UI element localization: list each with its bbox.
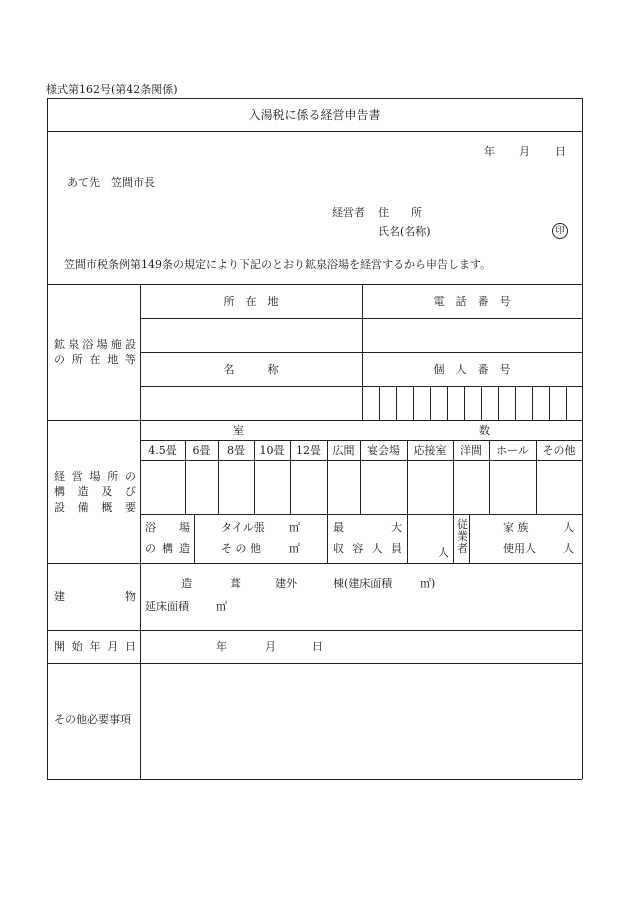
structure-label-line3: 設 備 概 要: [54, 500, 136, 514]
room-hiroma: 広間: [332, 444, 355, 457]
other-label: そ の 他: [221, 542, 261, 555]
digit-box: [481, 386, 482, 420]
rule-header: [47, 284, 582, 285]
bath-label-line1: 浴 場: [145, 521, 190, 534]
hired-label: 使用人: [503, 542, 536, 555]
building-floor-area-unit: ㎡): [420, 577, 436, 590]
frame-top: [47, 98, 582, 99]
room-12jo: 12畳: [296, 444, 321, 457]
start-year: 年: [216, 640, 227, 653]
family-unit: 人: [563, 521, 574, 534]
date-day: 日: [555, 145, 566, 158]
employee-divider: [469, 514, 470, 563]
facility-label-line2: の 所 在 地 等: [54, 352, 136, 366]
digit-box: [549, 386, 550, 420]
structure-rule-3: [140, 514, 582, 515]
digit-box: [447, 386, 448, 420]
digit-box: [498, 386, 499, 420]
building-buki: 葺: [230, 577, 241, 590]
hired-unit: 人: [563, 542, 574, 555]
digit-box: [515, 386, 516, 420]
building-label: [54, 591, 136, 602]
rule-start: [47, 663, 582, 664]
building-total-floor-unit: ㎡: [216, 600, 227, 613]
facility-rule-2: [140, 352, 582, 353]
structure-label-line2: 構 造 及 び: [54, 485, 136, 499]
room-enkaijo: 宴会場: [367, 444, 400, 457]
phone-header: 電 話 番 号: [433, 295, 511, 308]
tile-sqm: ㎡: [289, 521, 300, 534]
building-tategai: 建外: [275, 577, 297, 590]
addressee: あて先 笠間市長: [67, 176, 155, 189]
frame-bottom: [47, 779, 582, 780]
operator-name-label: 氏名(名称): [378, 225, 431, 238]
room-header: 室: [233, 424, 244, 437]
employee-label: 従業者: [457, 518, 468, 556]
room-10jo: 10畳: [259, 444, 285, 457]
frame-left: [47, 98, 48, 779]
seal-icon: 印: [552, 223, 568, 239]
digit-box: [464, 386, 465, 420]
bath-label2: [145, 543, 190, 554]
date-month: 月: [519, 145, 530, 158]
other-matters-label: その他必要事項: [54, 713, 131, 726]
form-number: 様式第162号(第42条関係): [46, 83, 178, 96]
start-date-label-text: 開 始 年 月 日: [54, 640, 136, 653]
building-label-text: 建 物: [54, 590, 136, 603]
building-zo: 造: [181, 577, 192, 590]
building-floor-area: 棟(建床面積: [333, 577, 393, 590]
digit-box: [413, 386, 414, 420]
other-sqm: ㎡: [289, 542, 300, 555]
room-osetsushitsu: 応接室: [413, 444, 447, 457]
facility-rule-1: [140, 318, 582, 319]
capacity-label2: [333, 543, 402, 554]
structure-rule-1: [140, 440, 582, 441]
room-4-5jo: 4.5畳: [148, 444, 177, 457]
start-day: 日: [312, 640, 323, 653]
bath-label-line2: の 構 造: [145, 542, 190, 555]
room-col-divider: [407, 440, 408, 563]
digit-box: [430, 386, 431, 420]
facility-label: [54, 338, 136, 368]
tile-label: タイル張: [221, 521, 265, 534]
date-year: 年: [484, 145, 495, 158]
capacity-label-line2: 収 容 人 員: [333, 542, 402, 555]
structure-rule-2: [140, 460, 582, 461]
capacity-unit: 人: [438, 546, 449, 559]
start-date-label: [54, 641, 136, 652]
digit-box: [532, 386, 533, 420]
structure-label-line1: 経 営 場 所 の: [54, 470, 136, 483]
family-label: 家 族: [503, 521, 529, 534]
room-8jo: 8畳: [227, 444, 245, 457]
operator-address-label: 住 所: [378, 206, 422, 219]
name-header: 名 称: [223, 363, 279, 376]
building-total-floor: 延床面積: [145, 600, 189, 613]
rule-structure: [47, 563, 582, 564]
label-divider: [140, 284, 141, 779]
digit-box: [566, 386, 567, 420]
room-col-divider: [327, 440, 328, 563]
bath-label: [145, 522, 190, 533]
personal-number-header: 個 人 番 号: [433, 363, 511, 376]
capacity-label-line1: 最 大: [333, 521, 402, 534]
operator-prefix: 経営者: [332, 206, 365, 219]
room-other: その他: [542, 444, 576, 457]
structure-label: [54, 469, 136, 515]
form-title: 入湯税に係る経営申告書: [248, 108, 381, 122]
room-yoma: 洋間: [460, 444, 482, 457]
digit-box: [379, 386, 380, 420]
digit-box: [396, 386, 397, 420]
room-col-divider: [453, 440, 454, 563]
rule-title: [47, 131, 582, 132]
bath-divider: [194, 514, 195, 563]
facility-label-line1: 鉱 泉 浴 場 施 設: [54, 338, 136, 351]
room-hall: ホール: [496, 444, 529, 457]
capacity-label: [333, 522, 402, 533]
frame-right: [582, 98, 583, 779]
rule-building: [47, 630, 582, 631]
location-header: 所 在 地: [223, 295, 279, 308]
start-month: 月: [265, 640, 276, 653]
declaration-text: 笠間市税条例第149条の規定により下記のとおり鉱泉浴場を経営するから申告します。: [64, 258, 492, 271]
room-6jo: 6畳: [192, 444, 211, 457]
rule-facility: [47, 420, 582, 421]
count-header: 数: [479, 424, 490, 437]
